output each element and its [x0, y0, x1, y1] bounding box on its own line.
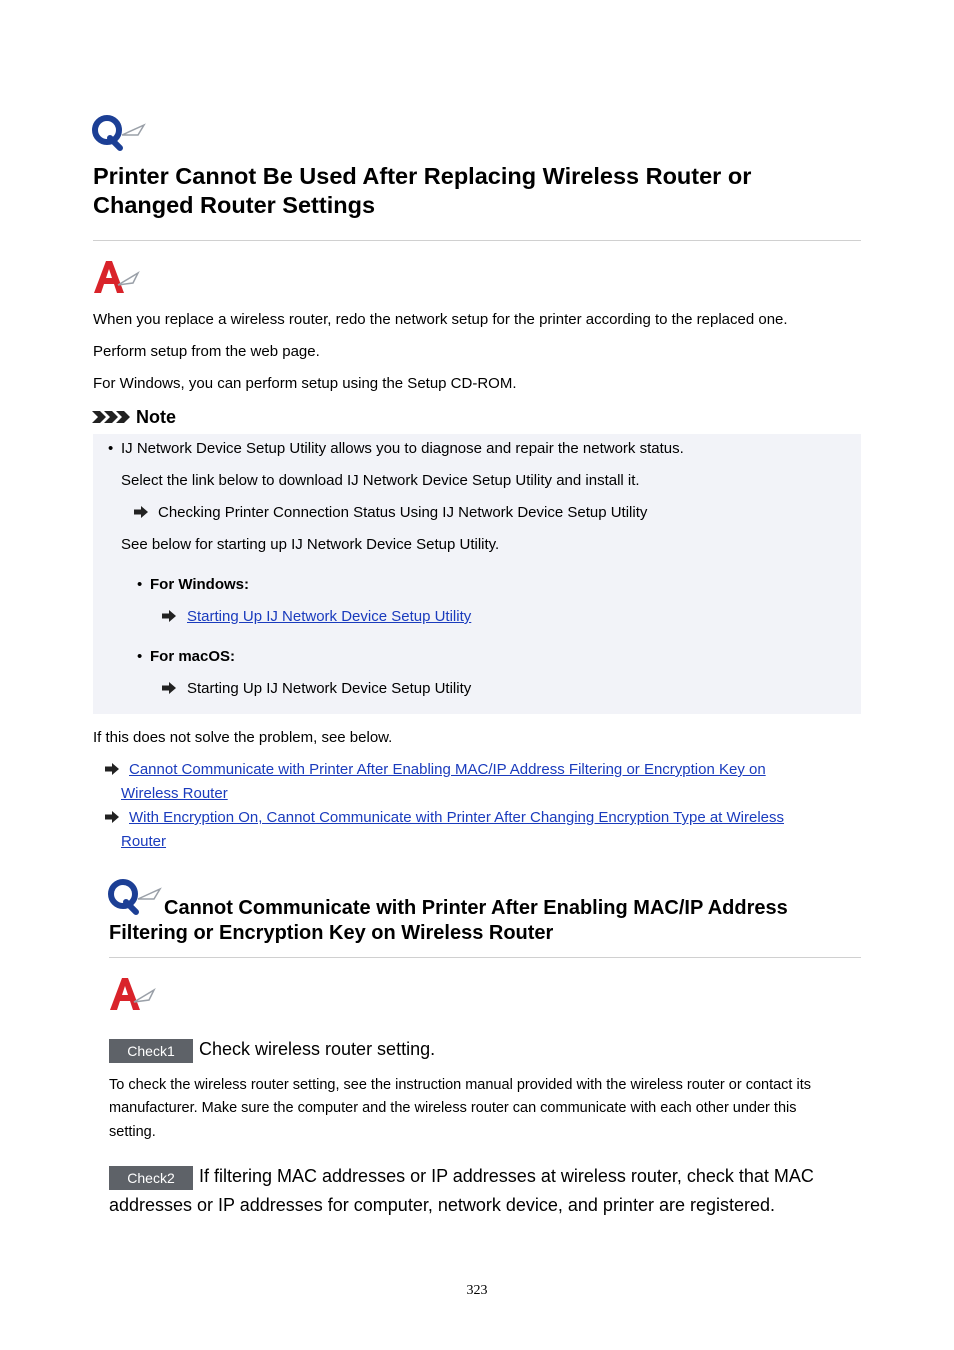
more-intro: If this does not solve the problem, see below. — [93, 729, 393, 746]
section-title-line1: Cannot Communicate with Printer After Enabling MAC/IP Address — [164, 897, 788, 919]
bullet-dot: • — [108, 440, 114, 457]
check1-badge: Check1 — [109, 1039, 193, 1063]
answer-paragraph-2: Perform setup from the web page. — [93, 343, 320, 360]
note-line-4: See below for starting up IJ Network Device Setup Utility. — [121, 536, 500, 553]
macos-startup-reference: Starting Up IJ Network Device Setup Utility — [187, 680, 472, 697]
section-title-line2: Filtering or Encryption Key on Wireless Router — [109, 922, 554, 944]
encryption-type-link[interactable]: With Encryption On, Cannot Communicate with Printer After Changing Encryption Type at Wireless — [129, 809, 785, 826]
page-title-line1: Printer Cannot Be Used After Replacing Wireless Router or — [93, 163, 752, 189]
check2-title-line2: addresses or IP addresses for computer, network device, and printer are registered. — [109, 1195, 776, 1215]
windows-label: For Windows: — [150, 576, 250, 593]
check1-text-line3: setting. — [109, 1124, 156, 1140]
page-title-line2: Changed Router Settings — [93, 192, 376, 218]
divider — [93, 240, 861, 241]
macos-label: For macOS: — [150, 648, 236, 665]
answer-paragraph-1: When you replace a wireless router, redo the network setup for the printer according to the replaced one. — [93, 311, 788, 328]
note-reference-1: Checking Printer Connection Status Using IJ Network Device Setup Utility — [158, 504, 648, 521]
check2-badge: Check2 — [109, 1166, 193, 1190]
mac-ip-filtering-link[interactable]: Cannot Communicate with Printer After Enabling MAC/IP Address Filtering or Encryption Key on — [129, 761, 766, 778]
check1-text-line2: manufacturer. Make sure the computer and the wireless router can communicate with each other under this — [109, 1100, 797, 1116]
check1-title: Check wireless router setting. — [199, 1039, 436, 1059]
divider — [109, 957, 861, 958]
question-icon — [108, 877, 164, 915]
page-number: 323 — [466, 1283, 488, 1298]
check1-text-line1: To check the wireless router setting, see the instruction manual provided with the wireless router or contact its — [109, 1077, 811, 1093]
arrow-right-icon — [134, 506, 148, 518]
bullet-dot: • — [137, 648, 143, 665]
note-bullet-text: IJ Network Device Setup Utility allows you to diagnose and repair the network status. — [121, 440, 684, 457]
note-chevrons-icon — [92, 409, 132, 425]
arrow-right-icon — [162, 682, 176, 694]
arrow-right-icon — [162, 610, 176, 622]
check2-title-line1: If filtering MAC addresses or IP addresses at wireless router, check that MAC — [199, 1166, 814, 1186]
arrow-right-icon — [105, 811, 119, 823]
encryption-type-link-cont[interactable]: Router — [121, 833, 167, 850]
note-label: Note — [136, 407, 176, 427]
bullet-dot: • — [137, 576, 143, 593]
arrow-right-icon — [105, 763, 119, 775]
question-icon — [92, 113, 148, 151]
answer-icon — [108, 976, 158, 1012]
answer-paragraph-3: For Windows, you can perform setup using the Setup CD-ROM. — [93, 375, 517, 392]
answer-icon — [92, 259, 142, 295]
note-line-2: Select the link below to download IJ Network Device Setup Utility and install it. — [121, 472, 640, 489]
windows-startup-link[interactable]: Starting Up IJ Network Device Setup Utility — [187, 608, 472, 625]
mac-ip-filtering-link-cont[interactable]: Wireless Router — [121, 785, 228, 802]
